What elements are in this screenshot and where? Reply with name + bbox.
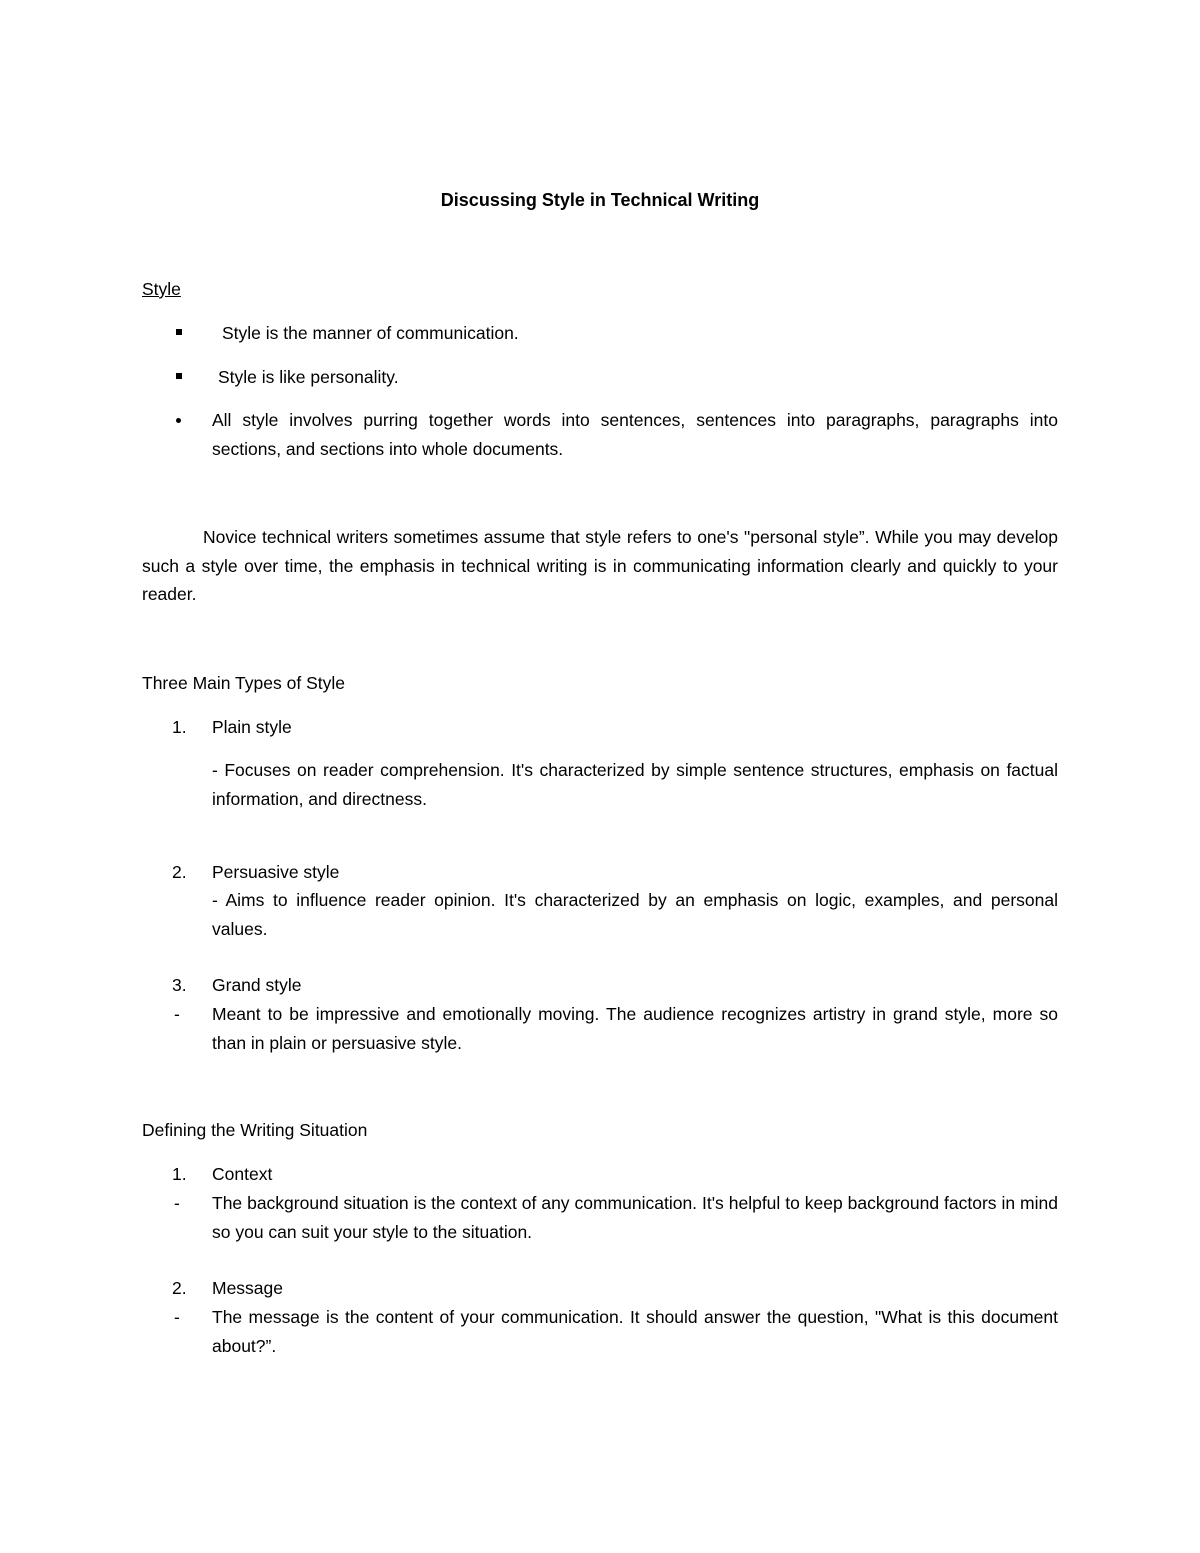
situation-name-message: Message xyxy=(212,1278,284,1298)
style-bullet-1: Style is the manner of communication. xyxy=(222,323,519,343)
type-desc-persuasive: - Aims to influence reader opinion. It's characterized by an emphasis on logic, examples, and personal values. xyxy=(212,890,1058,939)
list-number: 3. xyxy=(172,975,187,995)
list-number: 1. xyxy=(172,717,187,737)
round-bullet-icon xyxy=(176,418,181,423)
situation-desc-context: The background situation is the context of any communication. It's helpful to keep background factors in mind so you can suit your style to the situation. xyxy=(212,1193,1058,1242)
types-heading: Three Main Types of Style xyxy=(142,673,345,693)
type-name-plain: Plain style xyxy=(212,717,292,737)
style-bullet-3: All style involves purring together words into sentences, sentences into paragraphs, paragraphs into sections, and sections into whole documents. xyxy=(212,410,1058,459)
type-desc-grand: Meant to be impressive and emotionally moving. The audience recognizes artistry in grand style, more so than in plain or persuasive style. xyxy=(212,1004,1058,1053)
situation-heading: Defining the Writing Situation xyxy=(142,1120,368,1140)
document-title: Discussing Style in Technical Writing xyxy=(440,190,760,210)
dash-marker: - xyxy=(174,1193,180,1213)
situation-desc-message: The message is the content of your communication. It should answer the question, "What is this document about?”. xyxy=(212,1307,1058,1356)
list-number: 2. xyxy=(172,1278,187,1298)
type-desc-plain: - Focuses on reader comprehension. It's characterized by simple sentence structures, emphasis on factual information, and directness. xyxy=(212,760,1058,809)
square-bullet-icon xyxy=(176,329,182,335)
square-bullet-icon xyxy=(176,373,182,379)
list-number: 2. xyxy=(172,862,187,882)
list-number: 1. xyxy=(172,1164,187,1184)
type-name-grand: Grand style xyxy=(212,975,302,995)
intro-paragraph: Novice technical writers sometimes assume that style refers to one's "personal style”. While you may develop such a style over time, the emphasis in technical writing is in communicating information clearly and quickly to your reader. xyxy=(142,527,1058,604)
situation-name-context: Context xyxy=(212,1164,273,1184)
dash-marker: - xyxy=(174,1307,180,1327)
type-name-persuasive: Persuasive style xyxy=(212,862,340,882)
style-heading: Style xyxy=(142,279,181,299)
dash-marker: - xyxy=(174,1004,180,1024)
style-bullet-2: Style is like personality. xyxy=(218,367,399,387)
